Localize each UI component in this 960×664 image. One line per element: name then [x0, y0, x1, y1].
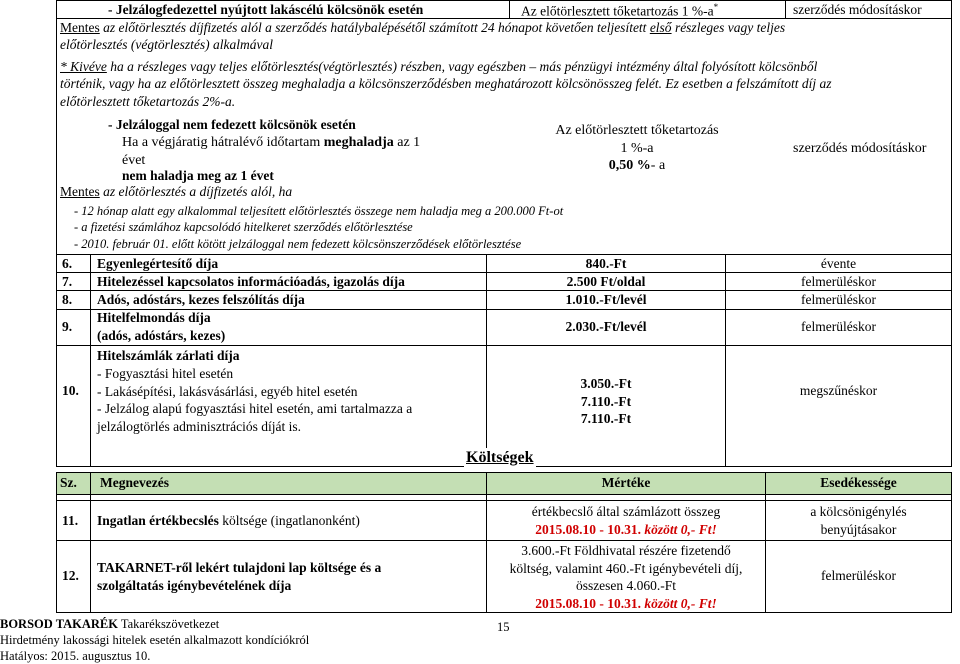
- row-11-due: [766, 503, 951, 538]
- row-9-value: 2.030.-Ft/levél: [565, 319, 647, 334]
- exception-line-2: történik, vagy ha az előtörlesztett összeg meghaladja a kölcsönszerződésben meghatározott kölcsönösszeg felét. Ez esetben a felszámított díj az: [60, 76, 832, 92]
- row-10-item: jelzálogtörlés adminisztrációs díját is.: [97, 419, 301, 435]
- footer-bank: [0, 616, 309, 632]
- asterisk-mark: *: [713, 2, 719, 12]
- condition-1b: évet: [122, 153, 146, 168]
- row-10-title: Hitelszámlák zárlati díja: [97, 348, 240, 363]
- row-6-num: 6.: [62, 256, 73, 271]
- row-12-name: [97, 559, 381, 595]
- row-9-name-2: (adós, adóstárs, kezes): [97, 328, 226, 343]
- exemption2-list: [74, 203, 563, 252]
- row-10-item: - Lakásépítési, lakásvásárlási, egyéb hitel esetén: [97, 383, 358, 399]
- row-10-name: [97, 347, 412, 436]
- exemption2-item: - 12 hónap alatt egy alkalommal teljesített előtörlesztés összege nem haladja meg a 200.000 Ft-ot: [74, 204, 564, 218]
- row-10-values: [487, 375, 725, 428]
- row-11-amount-red: 2015.08.10 - 10.31. között 0,- Ft!: [535, 521, 717, 537]
- row-8-num: 8.: [62, 292, 73, 307]
- row-11-name-rest: költsége (ingatlanonként): [218, 513, 360, 528]
- row-12-amount-red: 2015.08.10 - 10.31. között 0,- Ft!: [535, 595, 717, 611]
- row-12-due: felmerüléskor: [821, 568, 896, 583]
- row-9-name-1: Hitelfelmondás díja: [97, 310, 211, 325]
- unsecured-title: - Jelzáloggal nem fedezett kölcsönök esetén: [108, 117, 356, 132]
- row-10-item: - Fogyasztási hitel esetén: [97, 365, 234, 381]
- prepayment-fee-cell: [521, 2, 718, 20]
- unsecured-fee-2: 0,50 %- a: [608, 158, 666, 173]
- prepayment-fee-text: Az előtörlesztett tőketartozás 1 %-a: [521, 3, 714, 19]
- exception-block: [60, 58, 950, 111]
- row-10-value: 3.050.-Ft: [580, 376, 632, 391]
- exemption-line-2: előtörlesztés (végtörlesztés) alkalmával: [60, 36, 273, 52]
- costs-heading: Költségek: [466, 449, 534, 466]
- page-number: 15: [497, 620, 510, 634]
- exemption-line-1: Mentes az előtörlesztés díjfizetés alól a szerződés hatálybalépésétől számított 24 hónapot követően teljesített első részleges vagy teljes: [60, 20, 786, 35]
- row-11-amount-text: értékbecslő által számlázott összeg: [531, 504, 721, 519]
- row-6-name: Egyenlegértesítő díja: [97, 256, 219, 271]
- unsecured-when: szerződés módosításkor: [793, 141, 927, 156]
- unsecured-fee-1: 1 %-a: [620, 141, 654, 156]
- exemption-block: [60, 20, 950, 110]
- row-9-num: 9.: [62, 319, 73, 334]
- row-6-value: 840.-Ft: [585, 256, 627, 271]
- row-11-due-2: benyújtásakor: [820, 521, 897, 537]
- unsecured-fee-title: Az előtörlesztett tőketartozás: [555, 123, 719, 138]
- footer: [0, 616, 309, 664]
- row-10-num: 10.: [62, 383, 79, 398]
- row-7-when: felmerüléskor: [801, 274, 876, 289]
- footer-bank-rest: Takarékszövetkezet: [117, 617, 220, 631]
- footer-effective-date: Hatályos: 2015. augusztus 10.: [0, 649, 151, 663]
- row-12-amount: [487, 542, 765, 612]
- exemption-line-1-text: az előtörlesztés díjfizetés alól a szerződés hatálybalépésétől számított 24 hónapot követően teljesített első részleges vagy teljes: [99, 20, 786, 35]
- header-due: Esedékessége: [820, 475, 897, 490]
- exemption2-item: - 2010. február 01. előtt kötött jelzáloggal nem fedezett kölcsönszerződések előtörlesztése: [74, 236, 522, 251]
- row-11-name-bold: Ingatlan értékbecslés: [97, 513, 219, 528]
- row-11-name: [97, 513, 360, 530]
- row-11-amount: [487, 503, 765, 538]
- footer-notice: Hirdetmény lakossági hitelek esetén alkalmazott kondíciókról: [0, 633, 310, 647]
- row-7-name: Hitelezéssel kapcsolatos információadás, igazolás díja: [97, 274, 405, 289]
- top-row-when: szerződés módosításkor: [793, 2, 922, 17]
- header-sz: Sz.: [60, 475, 77, 490]
- row-7-num: 7.: [62, 274, 73, 289]
- row-12-amount-line: 3.600.-Ft Földhivatal részére fizetendő: [521, 543, 731, 558]
- exception-line-3: előtörlesztett tőketartozás 2%-a.: [60, 93, 236, 109]
- header-name: Megnevezés: [100, 475, 169, 490]
- row-11-due-1: a kölcsönigénylés: [810, 504, 907, 519]
- row-8-name: Adós, adóstárs, kezes felszólítás díja: [97, 292, 305, 307]
- row-10-value: 7.110.-Ft: [580, 411, 632, 427]
- row-12-name-1: TAKARNET-ről lekért tulajdoni lap költsége és a: [97, 560, 382, 575]
- row-10-item: - Jelzálog alapú fogyasztási hitel esetén, ami tartalmazza a: [97, 401, 413, 417]
- header-amount: Mértéke: [601, 475, 651, 490]
- condition-2: nem haladja meg az 1 évet: [122, 168, 274, 183]
- condition-1: Ha a végjáratig hátralévő időtartam meghaladja az 1: [122, 135, 421, 150]
- row-12-num: 12.: [62, 568, 79, 583]
- row-9-when: felmerüléskor: [801, 319, 876, 334]
- row-6-when: évente: [820, 256, 857, 271]
- secured-loans-text: - Jelzálogfedezettel nyújtott lakáscélú kölcsönök esetén: [108, 2, 424, 17]
- exception-line-1: * Kivéve ha a részleges vagy teljes előtörlesztés(végtörlesztés) részben, vagy egészben – más pénzügyi intézmény által folyósított kölcsönből: [60, 58, 818, 74]
- secured-loans-label: [108, 2, 423, 19]
- row-10-when: megszűnéskor: [799, 383, 878, 398]
- row-12-amount-line: összesen 4.060.-Ft: [575, 578, 677, 594]
- footer-bank-bold: BORSOD TAKARÉK: [0, 617, 118, 631]
- exemption2-title: Mentes az előtörlesztés a díjfizetés alól, ha: [60, 184, 293, 199]
- row-8-value: 1.010.-Ft/levél: [565, 292, 647, 307]
- row-12-amount-line: költség, valamint 460.-Ft igénybevételi díj,: [509, 560, 743, 576]
- row-8-when: felmerüléskor: [801, 292, 876, 307]
- row-7-value: 2.500 Ft/oldal: [566, 274, 646, 289]
- row-12-name-2: szolgáltatás igénybevételének díja: [97, 577, 292, 593]
- row-11-num: 11.: [62, 513, 79, 528]
- exemption2-item: - a fizetési számlához kapcsolódó hitelkeret szerződés előtörlesztése: [74, 220, 413, 235]
- row-10-value: 7.110.-Ft: [580, 393, 632, 409]
